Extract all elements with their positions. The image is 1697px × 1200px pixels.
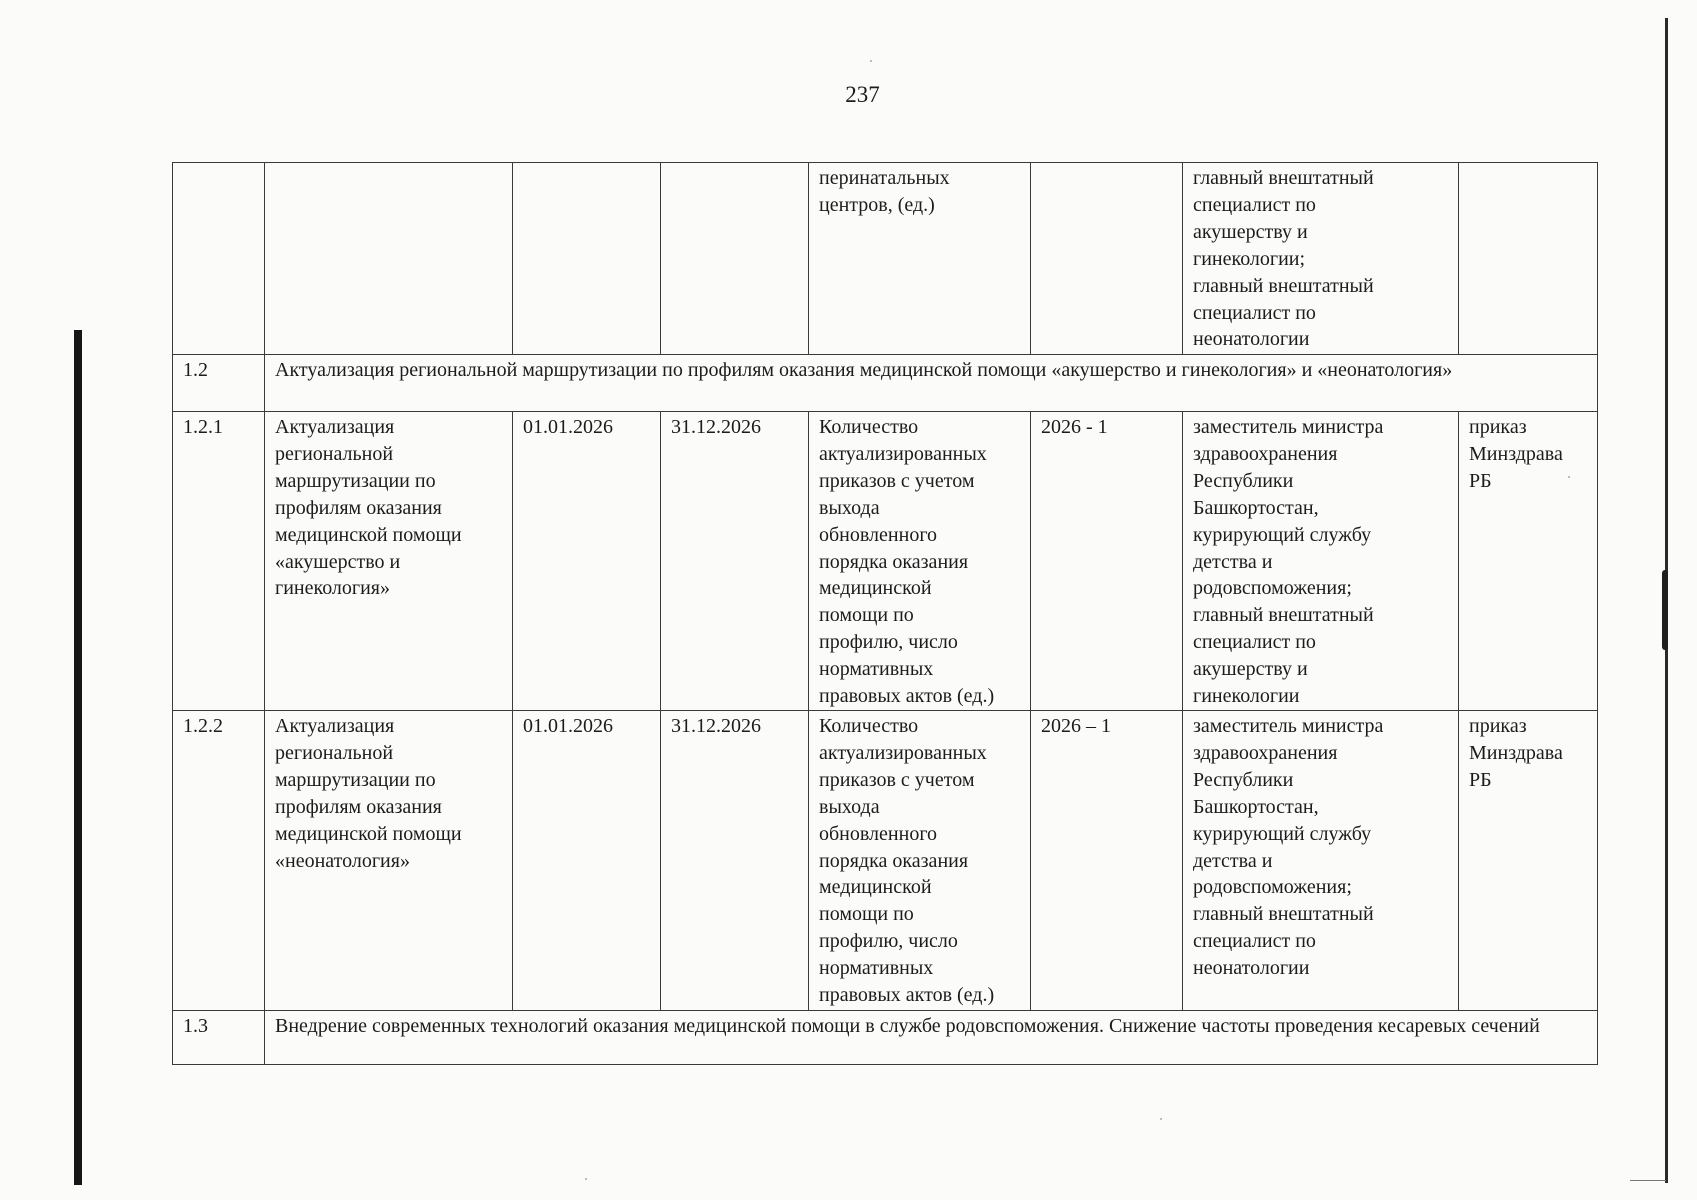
cell-start-date: 01.01.2026 — [513, 412, 661, 711]
cell-number — [173, 163, 265, 355]
cell-indicator: Количество актуализированных приказов с учетом выхода обновленного порядка оказания медицинской помощи по профилю, число нормативных правовых актов (ед.) — [809, 412, 1031, 711]
cell-document — [1459, 163, 1598, 355]
cell-indicator: Количество актуализированных приказов с учетом выхода обновленного порядка оказания медицинской помощи по профилю, число нормативных правовых актов (ед.) — [809, 710, 1031, 1010]
cell-activity: Актуализация региональной маршрутизации по профилям оказания медицинской помощи «акушерство и гинекология» — [265, 412, 513, 711]
cell-target: 2026 - 1 — [1031, 412, 1183, 711]
cell-start-date — [513, 163, 661, 355]
scan-speck — [585, 1178, 587, 1180]
scan-edge-left — [74, 330, 82, 1185]
cell-document: приказ Минздрава РБ — [1459, 710, 1598, 1010]
section-title: Актуализация региональной маршрутизации по профилям оказания медицинской помощи «акушерство и гинекология» и «неонатология» — [265, 355, 1598, 412]
page-number: 237 — [845, 82, 880, 107]
table-row — [173, 163, 1598, 355]
scan-speck — [870, 60, 872, 62]
cell-indicator: перинатальных центров, (ед.) — [809, 163, 1031, 355]
cell-end-date — [661, 163, 809, 355]
section-number: 1.2 — [173, 355, 265, 412]
cell-number: 1.2.2 — [173, 710, 265, 1010]
cell-end-date: 31.12.2026 — [661, 412, 809, 711]
cell-responsible: заместитель министра здравоохранения Республики Башкортостан, курирующий службу детства и родовспоможения; главный внештатный специалист по акушерству и гинекологии — [1183, 412, 1459, 711]
cell-document: приказ Минздрава РБ — [1459, 412, 1598, 711]
section-number: 1.3 — [173, 1010, 265, 1064]
scan-dash — [1630, 1180, 1666, 1181]
scan-mark — [1662, 570, 1668, 650]
cell-end-date: 31.12.2026 — [661, 710, 809, 1010]
section-title: Внедрение современных технологий оказания медицинской помощи в службе родовспоможения. Снижение частоты проведения кесаревых сечений — [265, 1010, 1598, 1064]
cell-start-date: 01.01.2026 — [513, 710, 661, 1010]
cell-target: 2026 – 1 — [1031, 710, 1183, 1010]
cell-responsible: главный внештатный специалист по акушерству и гинекологии; главный внештатный специалист по неонатологии — [1183, 163, 1459, 355]
cell-activity — [265, 163, 513, 355]
section-row — [173, 355, 1598, 412]
cell-activity: Актуализация региональной маршрутизации по профилям оказания медицинской помощи «неонатология» — [265, 710, 513, 1010]
cell-responsible: заместитель министра здравоохранения Республики Башкортостан, курирующий службу детства и родовспоможения; главный внештатный специалист по неонатологии — [1183, 710, 1459, 1010]
scan-speck — [1160, 1118, 1162, 1120]
table-row — [173, 710, 1598, 1010]
plan-table — [172, 162, 1598, 1065]
cell-target — [1031, 163, 1183, 355]
section-row — [173, 1010, 1598, 1064]
cell-number: 1.2.1 — [173, 412, 265, 711]
table-row — [173, 412, 1598, 711]
